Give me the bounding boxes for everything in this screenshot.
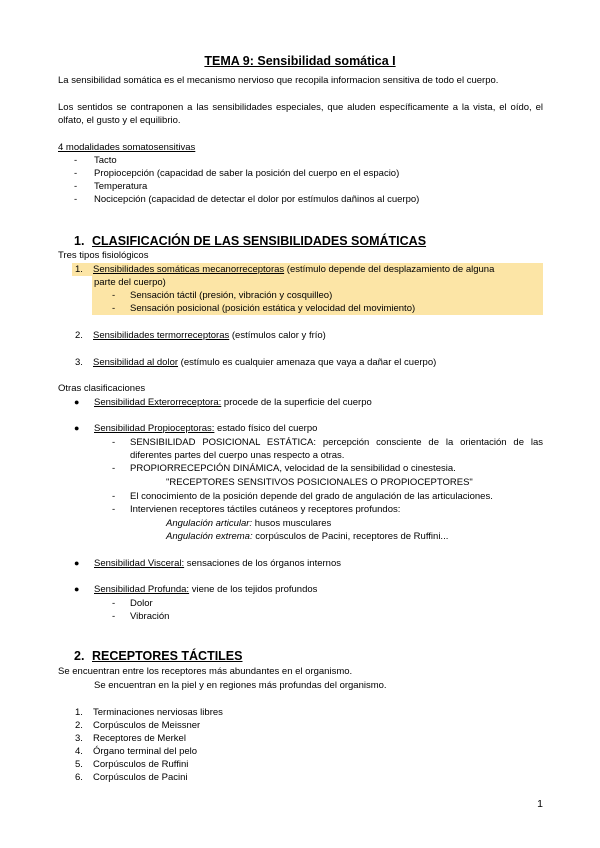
section-2-line-1: Se encuentran entre los receptores más abundantes en el organismo.: [58, 666, 353, 677]
list-item: SENSIBILIDAD POSICIONAL ESTÁTICA: percepción consciente de la orientación de las: [130, 437, 543, 448]
section-2-heading: 2. RECEPTORES TÁCTILES: [74, 649, 243, 663]
angulacion-extrema: Angulación extrema: corpúsculos de Pacini, receptores de Ruffini...: [166, 531, 449, 542]
list-item: Intervienen receptores táctiles cutáneos y receptores profundos:: [130, 504, 401, 515]
list-item: PROPIORRECEPCIÓN DINÁMICA, velocidad de la sensibilidad o cinestesia.: [130, 463, 456, 474]
modalidades-heading: 4 modalidades somatosensitivas: [58, 142, 196, 153]
list-item: diferentes partes del cuerpo unas respecto a otras.: [130, 450, 345, 461]
section-2-line-2: Se encuentran en la piel y en regiones más profundas del organismo.: [94, 680, 387, 691]
section-1-heading: 1. CLASIFICACIÓN DE LAS SENSIBILIDADES SOMÁTICAS: [74, 234, 427, 248]
intro-paragraph-1: La sensibilidad somática es el mecanismo nervioso que recopila informacion sensitiva de todo el cuerpo.: [58, 75, 499, 86]
list-item: 4. Órgano terminal del pelo: [75, 746, 198, 757]
mecano-sub-2: - Sensación posicional (posición estática y velocidad del movimiento): [92, 302, 543, 315]
type-2: 2. Sensibilidades termorreceptoras (estímulos calor y frío): [75, 330, 326, 341]
section-1-subtitle: Tres tipos fisiológicos: [58, 250, 149, 261]
angulacion-articular: Angulación articular: husos musculares: [166, 518, 332, 529]
list-item: Dolor: [130, 598, 153, 609]
type-3: 3. Sensibilidad al dolor (estímulo es cualquier amenaza que vaya a dañar el cuerpo): [75, 357, 437, 368]
list-item: 2. Corpúsculos de Meissner: [75, 720, 201, 731]
list-item: El conocimiento de la posición depende del grado de angulación de las articulaciones.: [130, 491, 493, 502]
list-item: 1. Terminaciones nerviosas libres: [75, 707, 223, 718]
list-item: "RECEPTORES SENSITIVOS POSICIONALES O PROPIOCEPTORES": [166, 477, 473, 488]
list-item: 3. Receptores de Merkel: [75, 733, 186, 744]
type-1-line-a: 1. Sensibilidades somáticas mecanorreceptoras (estímulo depende del desplazamiento de alguna: [72, 263, 543, 276]
mecano-sub-1: - Sensación táctil (presión, vibración y cosquilleo): [92, 289, 543, 302]
document-title: TEMA 9: Sensibilidad somática I: [204, 54, 396, 68]
list-item: 5. Corpúsculos de Ruffini: [75, 759, 189, 770]
list-item: 6. Corpúsculos de Pacini: [75, 772, 188, 783]
intro-paragraph-2: Los sentidos se contraponen a las sensibilidades especiales, que aluden específicamente a la vista, el oído, el olfato, el gusto y el equilibrio.: [58, 102, 543, 126]
type-1-line-b: parte del cuerpo): [92, 276, 543, 289]
otras-clasificaciones: Otras clasificaciones: [58, 383, 146, 394]
document-page: TEMA 9: Sensibilidad somática I La sensibilidad somática es el mecanismo nervioso que recopila informacion sensitiva de todo el cuerpo. Los sentidos se contraponen a las sensibilidades especiales, que aluden específicamente a la vista, el oído, el olfato, el gusto y el equilibrio. 4 modalidades somatosensitivas - Tacto - Propiocepción (capacidad de saber la posición del cuerpo en el espacio) - Temperatura - Nocicepción (capacidad de detectar el dolor por estímulos dañinos al cuerpo) 1. CLASIFICACIÓN DE LAS SENSIBILIDADES SOMÁTICAS Tres tipos fisiológicos 1. Sensibilidades somáticas mecanorreceptoras (estímulo depende del desplazamiento de alguna parte del cuerpo) - Sensación táctil (presión, vibración y cosquilleo) - Sensación posicional (posición estática y velocidad del movimiento) 2. Sensibilidades termorreceptoras (estímulos calor y frío) 3. Sensibilidad al dolor (estímulo es cualquier amenaza que vaya a dañar el cuerpo) Otras clasificaciones ● Sensibilidad Exterorreceptora: procede de la superficie del cuerpo ● Sensibilidad Propioceptoras: estado físico del cuerpo - SENSIBILIDAD POSICIONAL ESTÁTICA: percepción consciente de la orientación de las diferentes partes del cuerpo unas respecto a otras. - PROPIORRECEPCIÓN DINÁMICA, velocidad de la sensibilidad o cinestesia. "RECEPTORES SENSITIVOS POSICIONALES O PROPIOCEPTORES" - El conocimiento de la posición depende del grado de angulación de las articulaciones. - Intervienen receptores táctiles cutáneos y receptores profundos: Angulación articular: husos musculares Angulación extrema: corpúsculos de Pacini, receptores de Ruffini... ● Sensibilidad Visceral: sensaciones de los órganos internos ● Sensibilidad Profunda: viene de los tejidos profundos - Dolor - Vibración 2. RECEPTORES TÁCTILES Se encuentran entre los receptores más abundantes en el organismo. Se encuentran en la piel y en regiones más profundas del organismo. 1. Terminaciones nerviosas libres 2. Corpúsculos de Meissner 3. Receptores de Merkel 4. Órgano terminal del pelo 5. Corpúsculos de Ruffini 6. Corpúsculos de Pacini 1: [0, 0, 600, 848]
list-item: Vibración: [130, 611, 170, 622]
page-number: 1: [537, 798, 543, 810]
